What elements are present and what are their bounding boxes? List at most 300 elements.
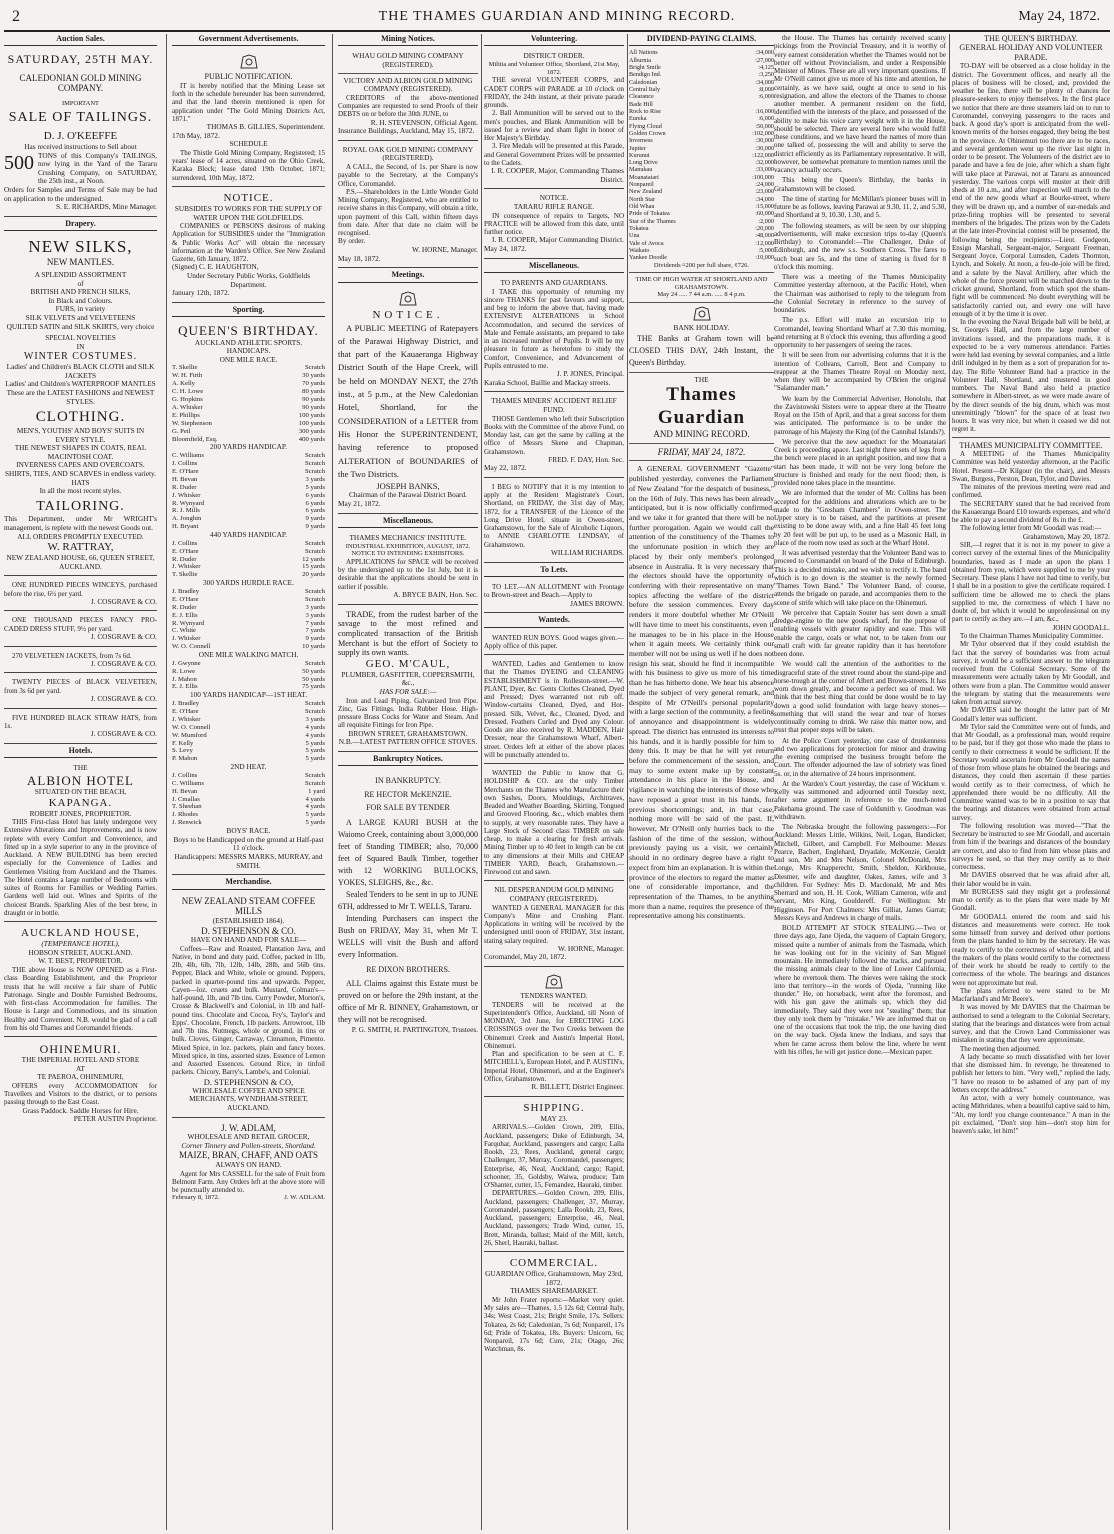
table-row <box>629 247 774 254</box>
news-paragraph: There was a meeting of the Thames Municipality Committee yesterday afternoon, at the Pacific Hotel, when the Chairman was authorised to reply to the telegram from the Colonial Secretary in reference to the survey of boundaries. <box>774 273 946 314</box>
competitor-name: J. Mahon <box>172 675 197 683</box>
cosgrave-ads <box>4 578 157 743</box>
claim-name: Central Italy <box>629 86 661 93</box>
handicap-allowance: 4 yards <box>305 723 325 731</box>
competitor-name: E. J. Ellis <box>172 683 198 691</box>
ad-text: TRADE, from the rudest barber of the savage to the most refined and complicated transaction of the British Merchant is but the effort of Society to supply its own wants. <box>338 609 478 658</box>
handicap-entry <box>172 515 325 523</box>
claim-capital: :100,000 <box>752 173 774 181</box>
column-rule <box>332 34 333 1530</box>
district-order <box>484 49 624 189</box>
handicap-entry <box>172 452 325 460</box>
section-heading: Sporting. <box>172 305 325 317</box>
news-paragraph: We would call the attention of the authorities to the disgraceful state of the street round about the stand-pipe and horse-trough at the corner of Albert and Brown-streets. It has worn down greatly, and become a perfect sea of mud. We think that the best thing that could be done would be to lay down a good solid foundation with large heavy stones—something that will stand the wear and tear of horses continually coming to drink. We raise this matter now, and trust that proper steps will be taken. <box>774 660 946 735</box>
auctioneer-name: D. J. O'KEEFFE <box>43 129 118 142</box>
news-paragraph: At the Police Court yesterday, one case of drunkenness and two applications for protection for minor and drawing the evening comprised the business brought before the Court. The offender adjourned the law of sobriety was fined 5s. or, in the alternative of 24 hours imprisonment. <box>774 736 946 778</box>
race-name: 100 YARDS HANDICAP—1ST HEAT. <box>189 690 308 700</box>
notice-signature: (Signed) C. E. HAUGHTON, <box>172 262 259 272</box>
competitor-name: R. J. Mills <box>172 507 200 515</box>
ad-line: MEN'S, YOUTHS' AND BOYS' SUITS IN EVERY STYLE. <box>16 425 145 444</box>
ad-line: THE NEWEST SHAPES IN COATS, REAL MACINTOSH COAT. <box>14 443 147 461</box>
coffee-mills-ad <box>172 893 325 1118</box>
news-paragraph: We perceive that Captain Souter has sent down a small dredge-engine to the new goods wharf, for the purpose of enabling vessels with greater rapidity and ease. This will enable the cargo, coals or what not, to be taken from our small craft with far greater rapidity than it has heretofore been done. <box>774 608 946 658</box>
claim-capital: :50,000 <box>755 122 774 130</box>
notice-title: ROYAL OAK GOLD MINING COMPANY (REGISTERED). <box>342 144 474 163</box>
ad-text: Agent for Mrs CASSELL for the sale of Fruit from Belmont Farm. Any Orders left at the above store will be punctually attended to. <box>172 1169 325 1195</box>
competitor-name: T. Skellie <box>172 571 198 579</box>
notice-text: CREDITORS of the above-mentioned Companies are requested to send Proofs of their DEBTS on or before the 30th JUNE, to <box>338 93 478 119</box>
ad-line: Grass Paddock. Saddle Horses for Hire. <box>22 1105 139 1115</box>
claim-name: Tokatea <box>629 224 649 232</box>
column-volunteering <box>484 34 624 1530</box>
ad-signature: J. P. JONES, Principal. <box>556 369 624 379</box>
page-header <box>0 0 1114 30</box>
section-heading: Government Advertisements. <box>172 34 325 46</box>
competitor-name: J. Collins <box>172 460 198 467</box>
handicap-entry <box>172 780 325 788</box>
competitor-name: E. J. Ellis <box>172 611 198 619</box>
claim-name: Caledonian <box>629 78 658 86</box>
to-let-ad <box>484 580 624 613</box>
race-name: 300 YARDS HURDLE RACE. <box>203 578 294 588</box>
claim-name: Rock to Rise <box>629 107 661 115</box>
licence-transfer-notice <box>484 480 624 563</box>
ad-text: Has received instructions to Sell about <box>24 141 137 151</box>
table-row <box>629 64 774 71</box>
handicap-allowance: 5 yards <box>305 747 325 755</box>
claim-capital: :10,000 <box>755 254 774 262</box>
ad-text: THOSE Gentlemen who left their Subscription Books with the Committee of the above Fund, on Monday last, can get the same by calling at the office of Messrs Skene and Chapman, Grahamstown. <box>484 414 624 456</box>
claim-capital: :3,250 <box>758 71 774 79</box>
notice-subtitle: NOTICE TO INTENDING EXHIBITORS. <box>351 550 465 558</box>
handicap-allowance: 9 yards <box>305 523 325 531</box>
race-name: BOYS' RACE. <box>226 826 271 836</box>
table-row <box>629 188 774 195</box>
handicap-allowance: 9 yards <box>305 635 325 643</box>
notice-title: NOTICE. <box>372 308 444 321</box>
article-paragraph: To the Chairman Thames Municipality Committee. <box>960 632 1104 641</box>
handicap-entry <box>172 747 325 755</box>
claim-capital: :6,000 <box>758 93 774 101</box>
table-row <box>629 210 774 217</box>
tailings-sale-ad <box>4 49 157 216</box>
ad-line: N.B.—LATEST PATTERN OFFICE STOVES. <box>338 737 478 747</box>
handicap-entry <box>172 420 325 428</box>
notice-date: May 18, 1872. <box>338 253 381 263</box>
handicap-entry <box>172 668 325 676</box>
column-government <box>172 34 325 1530</box>
handicap-entry <box>172 740 325 748</box>
handicap-allowance: 50 yards <box>302 675 325 683</box>
handicap-allowance: 12 yards <box>302 555 325 563</box>
handicap-entry <box>172 563 325 571</box>
ad-signature: FRED. F. DAY, Hon. Sec. <box>548 454 624 464</box>
table-row <box>629 137 774 144</box>
news-paragraph: This being the Queen's Birthday, the banks in Grahamstown will be closed. <box>774 176 946 193</box>
article-paragraph: The plans referred to were stated to be Mr Macfarland's and Mr Beere's. <box>952 986 1110 1004</box>
notice-signature: Chairman of the Parawai District Board. <box>349 490 467 500</box>
notice-title: DISTRICT ORDER. <box>523 51 585 61</box>
ad-title: NEW ZEALAND STEAM COFFEE MILLS <box>181 895 316 917</box>
claim-name: Kurunui <box>629 151 650 159</box>
section-heading: To Lets. <box>484 565 624 577</box>
ad-line: QUILTED SATIN and SILK SKIRTS, very choice <box>6 321 155 331</box>
competitor-name: E. O'Hare <box>172 467 199 475</box>
merchant-name: GEO. M'CAUL, <box>365 657 451 670</box>
table-row <box>629 57 774 64</box>
ad-line: THE <box>73 763 88 773</box>
departures-text: DEPARTURES.—Golden Crown, 209, Ellis, Auckland, passengers; Challenger, 37, Murray, Coromandel, passengers; Lalla Rookh, 23, Rees, Auckland, passengers; Enterprise, 46, Neal, Auckland, passengers; Trade Wind, cutter, 15, Brett, Miranda, ballast; Maid of the Mill, ketch, 26, Sherl, Hauraki, ballast. <box>484 1189 624 1247</box>
ad-signature: J. COSGRAVE & CO. <box>90 658 157 668</box>
news-paragraph: We perceive that the new aqueduct for the Moanataiari Creek is proceeding apace. Last night three sets of legs from the bench were placed in an upright position, and now that a start has been made, it will not be very long before the structure is finished and ready for the next flood; then, is provided none takes place in the meantime. <box>774 437 946 487</box>
claim-name: Inverness <box>629 137 653 145</box>
ad-text: Boys to be Handicapped on the ground at Half-past 11 o'clock. <box>173 834 324 853</box>
handicap-entry <box>172 412 325 420</box>
claim-capital: :32,000 <box>755 159 774 167</box>
handicap-entry <box>172 724 325 732</box>
ad-text: TONS of this Company's TAILINGS, now lying in the Yard of the Tararu Crushing Company, on SATURDAY, the 25th inst., at Noon. <box>38 150 157 186</box>
competitor-name: A. Jonghin <box>172 515 202 523</box>
news-paragraph: The p.s. Effort will make an excursion trip to Coromandel, leaving Shortland Wharf at 7.30 this morning, and returning at 8 o'clock this evening, thus affording a good opportunity to her passengers of seeing the races. <box>774 316 946 349</box>
claim-name: Nonpareil <box>629 181 654 189</box>
notice-text: THE Banks at Graham town will be CLOSED THIS DAY, 24th Instant, the Queen's Birthday. <box>629 333 774 367</box>
claim-capital: :4,125 <box>758 64 774 72</box>
claim-name: Manukau <box>629 166 653 174</box>
handicap-allowance: 3 yards <box>305 603 325 611</box>
article-paragraph: Mr Tylor observed that if they could establish the fact that the survey of boundaries was from actual survey, it would be a sufficient answer to the telegram received from the Colonial Secretary. Some of the measurements were actually taken by Mr Goodall, and others were from a plan. The Committee would answer the telegram by stating that the measurements were taken from actual survey. <box>952 640 1110 707</box>
handicap-allowance: 15 yards <box>302 563 325 571</box>
section-heading: Drapery. <box>4 219 157 231</box>
tonnage: 500 <box>4 151 34 174</box>
notice-signature: I. R. COOPER, Major Commanding District. <box>492 235 624 245</box>
ad-address: Karaka School, Baillie and Mackay streets. <box>484 377 611 387</box>
handicap-entry <box>172 396 325 404</box>
ad-date: February 8, 1872. <box>172 1194 220 1202</box>
claim-name: All Nations <box>629 49 658 57</box>
notice-text: By order. <box>338 236 366 246</box>
ad-text: OFFERS every ACCOMMODATION for Travellers and Visitors to the district, or to persons passing through to the East Coast. <box>4 1081 157 1107</box>
ad-line: Ladies' and Children's WATERPROOF MANTLES <box>5 379 156 389</box>
merchant-name: J. W. ADLAM, <box>221 1122 276 1133</box>
ad-text: Coffees—Raw and Roasted, Plantation Java, and Native, in bond and duty paid. Coffee, packed in 1lb, 2lb, 4lb, 6lb, 7lb, 12lb, 14lb, 28lb, and 56lb tins. Pepper, Black and White, whole or ground. Peppers, packed in quarter-pound tins and upwards. Pepper, Cayen—loz. cruets and bulk. Mustard, Colman's—half-pound, 1lb, and 7lb tins. Curry Powder, Morton's, Crosse & Blackwell's and Colonial, in 1lb and half-pound tins. Chocolate and Cocoa, Fry's, Taylor's and Epps'. Chocolate, French, 1lb packets. Arrowroot, 1lb and 7lb tins. Nutmegs, whole or ground, in tins or bulk. Cloves, Ginger, Carraway, Cinnamon, Pimento. Mixed Spice, in loz. packets, plain and fancy boxes. Mixed spice, in tins, assorted sizes. Essence of Lemon and Assorted Essences. Ground Rice, in tinfoil packets. Chicory, Barry's, Lambe's, and Colonial. <box>172 944 325 1077</box>
ad-text: ONE HUNDRED PIECES WINCEYS, purchased before the rise, 6½ per yard. <box>4 581 157 598</box>
claim-name: Bade Hill <box>629 100 653 108</box>
ad-line: FURS, in variety <box>55 304 106 314</box>
competitor-name: R. Wynyard <box>172 619 205 627</box>
claim-capital: :20,000 <box>755 224 774 232</box>
claim-name: Vale of Avoca <box>629 239 664 247</box>
table-row <box>629 145 774 152</box>
handicap-entry <box>172 460 325 468</box>
notice-signature: JOSEPH BANKS, <box>376 481 440 492</box>
handicap-allowance: Scratch <box>304 467 325 475</box>
handicap-entry <box>172 507 325 515</box>
arrivals-text: ARRIVALS.—Golden Crown, 209, Ellis, Auckland, passengers; Duke of Edinburgh, 34, Farquhar, Auckland, passengers and cargo; Lalla Rookh, 23, Rees, Auckland, general cargo; Challenger, 37, Murray, Coromandel, passengers; Enterprise, 46, Neal, Auckland, cargo; Rapid, schooner, 35, Goldsby, Waiwa, produce; Tam O'Shanter, cutter, 15, Fernandez, Hauraki, timber. <box>484 1123 624 1190</box>
ad-line: SILK VELVETS and VELVETEENS <box>25 312 136 322</box>
article-title: THAMES MUNICIPALITY COMMITTEE. <box>959 440 1103 450</box>
competitor-name: P. Mahon <box>172 755 198 763</box>
handicap-entry <box>172 388 325 396</box>
ad-text: WANTED, Ladies and Gentlemen to know that the Thames DYEING and CLEANING ESTABLISHMENT is in Rolleston-street.—W. PLANT, Dyer, &c. Gents Clothes Cleaned, Dyed and Pressed; Dyes warranted not rub off. Window-curtains Cleaned, Dyed, and Hot-pressed. Silk, Velvet, &c., Cleaned, Dyed, and Dressed. Feathers Curled and Dyed any Colour. Goods are also received by R. MADDEN, Hair Dresser, near the Grahamstown Wharf, Albert-street. Orders left at either of the above places will be punctually attended to. <box>484 660 624 759</box>
table-row <box>629 49 774 56</box>
cosgrave-ad <box>4 578 157 611</box>
merchant-name: D. STEPHENSON & CO. <box>201 925 296 936</box>
competitor-name: H. Bevan <box>172 475 198 483</box>
news-paragraph: At the Warden's Court yesterday, the case of Wickham v. Kelly was summoned and adjourned until Tuesday next, after some argument in reference to the much-noted Pakehama ground. The case of Goldsmith v. Goodman was withdrawn. <box>774 779 946 821</box>
handicap-allowance: 1 yard <box>308 787 325 795</box>
notice-date: January 12th, 1872. <box>172 288 230 298</box>
ad-line: AT <box>76 1063 85 1073</box>
competitor-name: C. Williams <box>172 779 204 787</box>
ad-text: WANTED the Public to know that G. HOLDSHIP & CO. are the only Timber Merchants on the Thames who Manufacture their own Sashes, Doors, Mouldings, Architraves, Beaded and Weather Boarding, Skirting, Tongued and Grooved Flooring, &c., which enables them to supply, at very reasonable rates. They have a Large Stock of Second class TIMBER on sale cheap, to make a clearing for fresh arrivals. Mining Timber up to 40 feet in length can be cut to any dimensions at their Mills and CHEAP TIMBER YARD, Beach, Grahamstown.—Firewood cut and sawn. <box>484 769 624 877</box>
competitor-name: R. Duder <box>172 603 197 611</box>
competitor-name: R. Duder <box>172 555 197 563</box>
handicap-entry <box>172 796 325 804</box>
company-name: CALEDONIAN GOLD MINING COMPANY. <box>19 72 142 94</box>
ad-line: IN <box>76 341 85 351</box>
table-row <box>629 115 774 122</box>
coat-of-arms-icon <box>543 974 565 990</box>
claim-name: Yankee Doodle <box>629 254 668 262</box>
section-heading: Auction Sales. <box>4 34 157 46</box>
handicap-allowance: 100 yards <box>298 411 325 419</box>
notice-text: THE several VOLUNTEER CORPS, and CADET CORPS will PARADE at 10 o'clock on FRIDAY, the 24th instant, at their private parade grounds. <box>484 76 624 110</box>
claim-capital: :122,000 <box>752 151 774 159</box>
article-paragraph: SIR,—I regret that it is not in my power to give a correct survey of the external lines of the Municipality boundaries, based as I made an upon the plans I obtained from you, which were supplied to me by your Secretary. These plans I have not had time to verify, but I shall be in a position to give the certificate required. I sufficient time be allowed me to check the plans supplied to me, the correctness of which I have no doubt of, but which it would be unprofessional on my part to certify as they are.—I am, &c., <box>952 541 1110 624</box>
merchant-address: NEW ZEALAND HOUSE, 66, QUEEN STREET, AUCKLAND. <box>6 553 155 571</box>
notice-signature: I. R. COOPER, Major, Commanding Thames District. <box>491 166 624 184</box>
table-row <box>629 86 774 93</box>
competitor-name: J. Gwynne <box>172 659 201 667</box>
ad-signature: J. W. ADLAM. <box>284 1194 325 1202</box>
important-label: IMPORTANT <box>61 99 99 107</box>
ad-text: Handicappers: MESSRS MARKS, MURRAY, and SMITH. <box>174 852 323 870</box>
handicap-allowance: 4 yards <box>305 803 325 811</box>
wanted-ad <box>484 657 624 764</box>
ad-signature: S. E. RICHARDS, Mine Manager. <box>56 202 157 212</box>
handicap-entry <box>172 428 325 436</box>
article-paragraph: Mr Tylor said the Committee were out of funds, and that Mr Goodall, as a professional man, would require to be paid, but if they got those who made the plans to certify to their correctness it would be sufficient. If the Secretary would ascertain from Mr Goodall the names of those from whose plans he obtained the bearings and distances, they could then ascertain if these parties would certify as to their correctness, of which he apprehended there would be no difficulty. All the Committee wanted was to be in a position to say that the bearings and distances were obtained from actual survey. <box>952 722 1110 822</box>
ad-line: INVERNESS CAPES AND OVERCOATS. <box>16 460 145 470</box>
handicap-allowance: Scratch <box>304 539 325 547</box>
section-heading: Miscellaneous. <box>338 516 478 528</box>
handicap-entry <box>172 604 325 612</box>
handicap-allowance: 4 yards <box>305 795 325 803</box>
competitor-name: F. Kelly <box>172 739 194 747</box>
section-heading: Mining Notices. <box>338 34 478 46</box>
news-paragraph: It will be seen from our advertising columns that it is the intention of Colleans, Carroll, Bent and Company to reappear at the Thames Theatre Royal on Monday next, when they will be accompanied by O'Brien the original "Salamander man." <box>774 351 946 393</box>
ad-title: NIL DESPERANDUM GOLD MINING COMPANY (REGISTERED). <box>494 885 614 903</box>
notice-title: NOTICE. <box>223 191 274 204</box>
ad-text: TO LET.—AN ALLOTMENT with Frontage to Brown-street and Beach.—Apply to <box>484 583 624 600</box>
handicap-entry <box>172 676 325 684</box>
ad-title: QUEEN'S BIRTHDAY. <box>178 323 319 339</box>
handicap-lists <box>172 356 325 827</box>
handicap-allowance: 30 yards <box>302 372 325 380</box>
public-notification <box>172 49 325 187</box>
handicap-allowance: Scratch <box>304 452 325 460</box>
competitor-name: W. H. Firth <box>172 372 203 380</box>
parents-guardians-ad <box>484 276 624 392</box>
claim-name: Jupiter <box>629 144 646 152</box>
news-paragraph: It was advertised yesterday that the Volunteer Band was to proceed to Coromandel on board of the Duke of Edinburgh. This is a decided mistake, and we wish to rectify it. The band which is to go down is the steamer is the newly formed "Thames Town Band." The Volunteer Band, of course, attends the brigade on parade, and accompanies them to the scene of strife which will take place on the Ohinemuri. <box>774 549 946 607</box>
ad-text: I TAKE this opportunity of returning my sincere THANKS for past favours and support, and beg to inform the above that, having made EXTENSIVE ALTERATIONS in School Accommodation, and secured the services of Male and Female assistants, am prepared to take in an increased number of Pupils. It will be my pleasure in future as heretofore to study the Comfort, Convenience, and Advancement of Pupils entrusted to me. <box>484 287 624 370</box>
race-name: 2ND HEAT. <box>230 762 267 772</box>
ad-signature: J. COSGRAVE & CO. <box>90 631 157 641</box>
handicap-entry <box>172 716 325 724</box>
claim-capital: :48,000 <box>755 232 774 240</box>
notice-signature: A. BRYCE BAIN, Hon. Sec. <box>393 589 478 599</box>
news-paragraph: the House. The Thames has certainly received scanty pickings from the Provincial Treasury, and it is worthy of very earnest consideration whether the Thames would not be better off without Provincialism, and under a Responsible Minister of Mines. These are all very important questions. If Mr O'Neill cannot give us more of his time and attention, he certainly, as we have said, ought at once to send in his resignation, and allow the electors of the Thames to choose another member. A permanent resident on the field, identified with the interests of the place, and possessed of the ability to make his voice carry weight with it in the House, should be selected. There are several here who would fulfil these conditions, and we have heard the names of more than one talked of, possessing the will and ability to serve the district efficiently as its Parliamentary representative. It will, however, be somewhat premature to mention names until the vacancy actually occurs. <box>774 34 946 174</box>
handicap-entry <box>172 788 325 796</box>
ad-line: HATS <box>71 477 90 487</box>
competitor-name: G. Hopkins <box>172 396 203 404</box>
section-heading: DIVIDEND-PAYING CLAIMS. <box>629 34 774 46</box>
coat-of-arms-icon <box>238 54 260 70</box>
ad-signature: W. HORNE, Manager. <box>558 943 624 953</box>
article-text: TO-DAY will be observed as a close holiday in the district. The Government offices, and nearly all the places of business will be closed, and, provided the weather be fine, there will be plenty of chances for pleasure-seekers to enjoy themselves. In the first place we notice that there are three steamers laid on to run to Coromandel, conveying passengers to the races and back. A good day's sport is anticipated from the well-known merits of the horses engaged, they being the best in the province. At Ohinemuri too there are to be races, and several gentlemen went up the river last night in order to be present. The Volunteers of the district are to parade and have a feu de joie, after which a sham fight will take place at Parawai, not at Tararu as announced yesterday. The various corps will muster at their drill sheds at 10 a.m., and after inspection will march to the end of the new goods wharf at Bourke-street, where they will be drawn up, and a number of ear-medals and prize-firing trophies will be presented to several members of the brigades. The prizes won by the Cadets at the late inter-Provincial contest will be presented, the following being the recipients:—Lieut. Godgeon, Ensign Marshall, Sergeant-major, Sergeant Freeman, Sergeant Joyce, Corporal Lumsden, Cadets Thornton, Lynch, and Sokely. At noon, a feu-de-joie will be fired, and a salute by the Naval Artillery, after which the whole of the force present will be marched down to the cricket ground, Shortland, from which spot the sham-fight will be commenced. No doubt everything will be satisfactorily carried out, and every one will have enough of it by the time it is over. <box>952 62 1110 318</box>
notice-text: IN consequence of repairs to Targets, NO PRACTICE will be allowed from this date, until further notice. <box>484 211 624 237</box>
claim-capital: :30,000 <box>755 144 774 152</box>
miners-relief-ad <box>484 394 624 478</box>
ad-line: WINTER COSTUMES. <box>23 351 138 363</box>
competitor-name: R. Wynyard <box>172 499 205 507</box>
letter-meta: JOHN GOODALL. <box>1052 622 1110 632</box>
rifle-range-notice <box>484 191 624 258</box>
bankruptcy-notices <box>338 769 478 1038</box>
article-paragraph: Mr DAVIES observed that he was afraid after all, their labor would be in vain. <box>952 871 1110 888</box>
claim-capital: :23,000 <box>755 188 774 196</box>
handicap-allowance: 6 yards <box>305 499 325 507</box>
section-heading: Miscellaneous. <box>484 261 624 273</box>
ad-signature: PETER AUSTIN Proprietor. <box>73 1114 157 1124</box>
ad-line: WHOLESALE AND RETAIL GROCER, <box>187 1132 310 1142</box>
ad-text: Orders for Samples and Terms of Sale may be had on application to the undersigned. <box>4 185 157 203</box>
article-subtitle: GENERAL HOLIDAY AND VOLUNTEER PARADE. <box>959 43 1103 62</box>
news-paragraph: The time of starting for McMillan's pioneer buses will in future be as follows, leaving Parawai at 9.30, 11, 2, and 5.30, and Shortland at 9, 10.30, 1.30, and 5. <box>774 194 946 220</box>
handicap-allowance: 4 yards <box>305 731 325 739</box>
ad-text: This Department, under Mr WRIGHT's management, is replete with the newest Goods out. <box>4 514 157 532</box>
masthead-the: THE <box>694 374 709 384</box>
article-paragraph: The following resolution was moved—"That the Secretary be instructed to see Mr Goodall, and ascertain from him if the bearings and distances of the boundary are correct, and also to find from him whose plans and surveys he used, so that they may certify as to their correctness. <box>952 821 1110 872</box>
handicap-entry <box>172 772 325 780</box>
section-heading: Bankruptcy Notices. <box>338 754 478 766</box>
ad-signature: J. COSGRAVE & CO. <box>90 729 157 739</box>
competitor-name: A. Kelly <box>172 380 196 388</box>
claim-capital: :16,000 <box>755 107 774 115</box>
handicap-allowance: Scratch <box>304 460 325 467</box>
ad-title: OHINEMURI. <box>39 1042 122 1056</box>
handicap-entry <box>172 548 325 556</box>
nil-desperandum-ad <box>484 883 624 967</box>
ad-line: of <box>77 278 84 288</box>
page-number: 2 <box>12 8 20 25</box>
handicap-entry <box>172 372 325 380</box>
news-paragraph: We are informed that the tender of Mr. Collins has been accepted for the additions and alterations which are to be made to the "Gresham Chambers" in Owen-street. The Upper story is to be raised, and the partitions at present existing to be done away with, and a fine Hall 45 feet long by 20 feet will be put up, to be used as a Masonic Hall, in place of the room now used as such at the Wharf Hotel. <box>774 489 946 547</box>
handicap-allowance: 7 yards <box>305 627 325 635</box>
section-heading: Meetings. <box>338 270 478 282</box>
ad-text: THIS First-class Hotel has lately undergone very Extensive Alterations and Improvements, and is now replete with every Comfort and Convenience, and fitted up in a style superior to any in the province of Auckland. A NEW BUILDING has been erected especially for the Convenience of Ladies and Gentlemen Visiting from Auckland and the Thames. The Hotel contains a large number of Bedrooms with suites of Rooms for Families or Wedding Parties. Gardens well laid out. Wines and Spirits of the choicest Brands. Sparkling Ales of the best brew, in draught or in bottle. <box>4 818 157 917</box>
water-subsidies-notice <box>172 189 325 303</box>
claim-name: Bendigo Ind. <box>629 71 662 79</box>
tides-times: May 24 ..... 7 44 a.m. ..... 8 4 p.m. <box>657 291 746 299</box>
table-row <box>629 254 774 261</box>
masthead-subtitle: AND MINING RECORD. <box>653 429 750 440</box>
competitor-name: J. Rhodes <box>172 811 199 819</box>
ad-text: Iron and Lead Piping. Galvanized Iron Pipe. Zinc, Gas Fittings. India Rubber Hose. High-pressure Brass Cocks for Water and Steam. And all requisite Fittings for Iron Pipe. <box>338 696 478 730</box>
claim-name: Golden Crown <box>629 129 666 137</box>
mechanics-institute-notice <box>338 531 478 605</box>
notice-text: ALL Claims against this Estate must be proved on or before the 29th instant, at the office of Mr R. BINNEY, Grahamstown, or they will not be recognised. <box>338 979 478 1025</box>
notice-title: PUBLIC NOTIFICATION. <box>204 72 293 82</box>
article-paragraph: The minutes of the previous meeting were read and confirmed. <box>952 483 1110 500</box>
table-row <box>629 218 774 225</box>
claim-capital: :34,000 <box>755 49 774 57</box>
cosgrave-ad <box>4 675 157 708</box>
notice-subtitle: SUBSIDIES TO WORKS FOR THE SUPPLY OF WATER UPON THE GOLDFIELDS. <box>174 203 323 222</box>
article-paragraph: A lady became so much dissatisfied with her lover that she dismissed him. In revenge, he threatened to publish her letters to him. "Very well," replied the lady, "I have no reason to be ashamed of any part of my letters except the address." <box>952 1052 1110 1094</box>
news-paragraph: The Nebraska brought the following passengers:—For Auckland: Messrs Little, Wilkins, Neil, Logan, Bandicker, Mitchell, Gilbert, and Campbell. For Melbourne: Messrs Pearce, Bachert, Englehard, Dryadale, McKenzie, Geraldt and son, Mr and Mrs Nelson, Colonel McDonald, Mrs Longe, Mrs Knapperecht, Smith, Sheldon, Kirkhouse, Diesmer, wife and daughter, Oakes, James, wife and 3 children. For Sydney: Mrs D. Macdonald, Mr and Mrs Sherrard and son, H. H. Cook, William Cameron, wife and servant, Mrs King, Gouldereff. For Wellington: Mr Higginson. For Port Chalmers: Mrs Gilliat, James Garrat; Messrs Keys and Andrews in charge of mails. <box>774 823 946 922</box>
ad-line: SHIRTS, TIES, AND SCARVES in endless variety. <box>5 468 156 478</box>
competitor-name: G. Peil <box>172 427 191 435</box>
competitor-name: J. Collins <box>172 539 198 547</box>
handicap-allowance: 6 yards <box>305 507 325 515</box>
header-rule <box>4 30 1110 32</box>
article-paragraph: Mr GOODALL entered the room and said his distances and measurements were correct. He took some himself from survey and derived other portions from the plans handed to him by the secretary. He was ready to certify to the correctness of what he did, and if the makers of the plans would certify to the correctness of their work he should be ready to certify to the correctness of the whole. The bearings and distances were not approximate but real. <box>952 912 1110 987</box>
competitor-name: W. O. Connell <box>172 643 211 651</box>
ad-date: May 22, 1872. <box>484 463 527 473</box>
competitor-name: J. Renwick <box>172 819 202 827</box>
ad-line: In all the most recent styles. <box>39 486 122 496</box>
handicap-entry <box>172 732 325 740</box>
notice-office: Under Secretary Public Works, Goldfields Department. <box>186 271 311 289</box>
section-heading: Merchandise. <box>172 877 325 889</box>
claim-capital: :102,000 <box>752 129 774 137</box>
ad-subtitle: AUCKLAND ATHLETIC SPORTS. <box>194 337 303 347</box>
ad-line: ALL ORDERS PROMPTLY EXECUTED. <box>17 531 144 541</box>
article-paragraph: The meeting then adjourned. <box>960 1044 1041 1053</box>
ad-text: WANTED A GENERAL MANAGER for this Company's Mine and Crushing Plant. Applications in writing will be received by the undersigned until noon of FRIDAY, 31st instant, stating salary required. <box>484 903 624 945</box>
competitor-name: J. Whisker <box>172 715 201 723</box>
notice-text: A LARGE KAURI BUSH at the Waiomo Creek, containing about 3,000,000 feet of Standing TIMBER; also, 70,000 feet of Squared Baulk Timber, together with 12 WORKING BULLOCKS, YOKES, SLEIGHS, &c., &c. <box>338 817 478 887</box>
wanted-ads <box>484 631 624 882</box>
albion-hotel-ad <box>4 761 157 922</box>
ad-line: These are the LATEST FASHIONS and NEWEST STYLES. <box>6 388 155 406</box>
ad-text: ONE THOUSAND PIECES FANCY PRO-CADED DRESS STUFF, 9½ per yard. <box>4 616 157 633</box>
notice-title: WHAU GOLD MINING COMPANY (REGISTERED). <box>352 51 464 70</box>
masthead: THE THAMES GUARDIAN AND MINING RECORD. <box>378 9 736 24</box>
claim-name: Alburnia <box>629 56 651 64</box>
handicap-allowance: Scratch <box>304 547 325 555</box>
table-row <box>629 225 774 232</box>
claim-name: Eureka <box>629 115 647 123</box>
claim-name: Waikato <box>629 246 650 254</box>
handicap-entry <box>172 404 325 412</box>
notice-address: Insurance Buildings, Auckland, May 15, 1872. <box>338 126 475 136</box>
column-rule <box>627 34 628 1530</box>
table-row <box>629 79 774 86</box>
notice-text: 2. Ball Ammunition will be served out to the men's pouches, and Blank Ammunition will be issued for a review and sham fight in honor of Her Majesty's Birthday. <box>484 109 624 143</box>
handicap-entry <box>172 620 325 628</box>
notice-text: APPLICATIONS for SPACE will be received by the undersigned up to the 1st July, but it is desirable that the applications should be sent in earlier if possible. <box>338 557 478 591</box>
ad-text: 270 VELVETEEN JACKETS, from 7s 6d. <box>12 651 132 660</box>
athletic-sports-ad <box>172 320 325 875</box>
handicap-entry <box>172 500 325 508</box>
issue-date: May 24, 1872. <box>1018 9 1100 24</box>
claim-name: Flying Cloud <box>629 122 662 130</box>
handicap-allowance: 3 yards <box>305 715 325 723</box>
notice-text: A CALL, the Second, of 1s. per Share is now payable to the Secretary, at the Company's Office, Coromandel. <box>338 163 478 188</box>
